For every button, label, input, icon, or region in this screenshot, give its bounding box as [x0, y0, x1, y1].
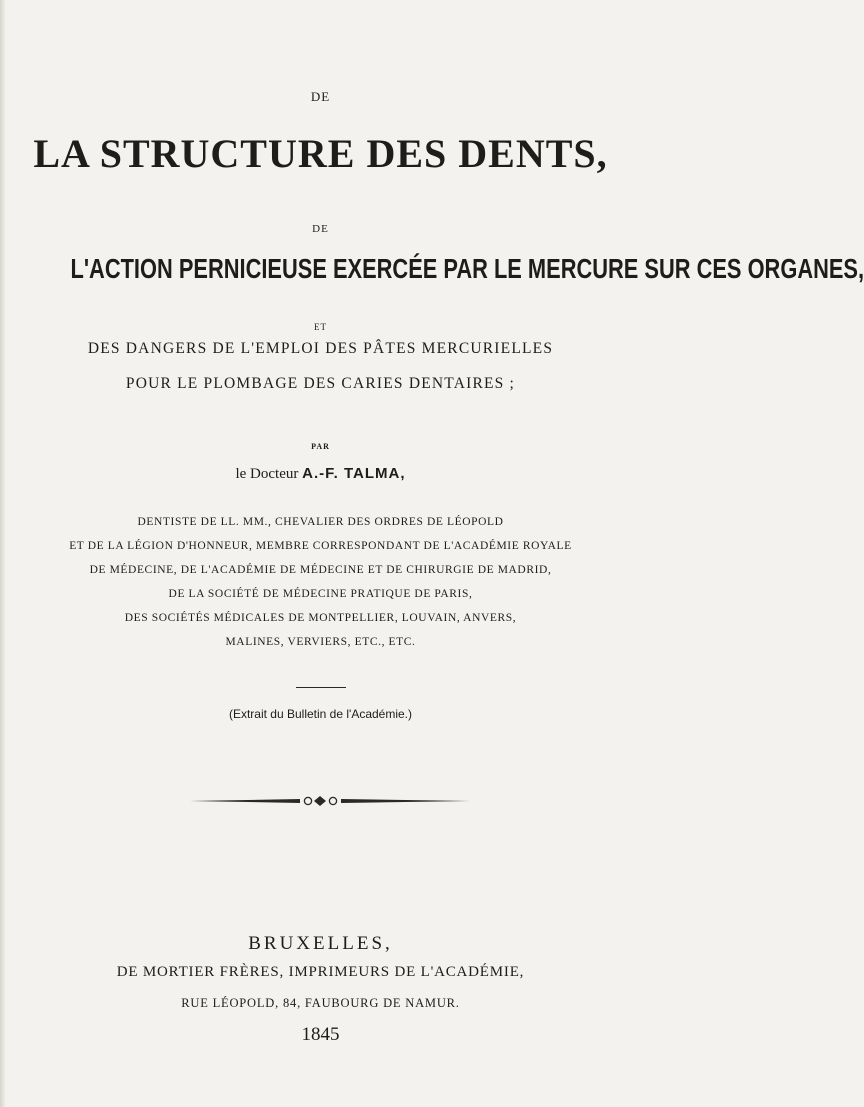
subtitle-action: L'ACTION PERNICIEUSE EXERCÉE PAR LE MERCURE SUR CES ORGANES,: [70, 253, 864, 284]
by-label: PAR: [311, 442, 330, 451]
title-prefix: DE: [310, 89, 331, 104]
credentials-line-5: DES SOCIÉTÉS MÉDICALES DE MONTPELLIER, LOUVAIN, ANVERS,: [124, 612, 517, 624]
author-line: [0, 465, 641, 483]
ornament-left-ring: [304, 797, 311, 804]
ornament-right-taper: [341, 799, 470, 803]
connector-et: ET: [314, 322, 327, 332]
imprint-address: RUE LÉOPOLD, 84, FAUBOURG DE NAMUR.: [181, 996, 460, 1010]
connector-de: DE: [312, 223, 329, 235]
ornament-left-taper: [190, 799, 300, 803]
credentials-line-3: DE MÉDECINE, DE L'ACADÉMIE DE MÉDECINE ET DE CHIRURGIE DE MADRID,: [89, 564, 552, 576]
credentials-line-2: ET DE LA LÉGION D'HONNEUR, MEMBRE CORRESPONDANT DE L'ACADÉMIE ROYALE: [69, 540, 572, 552]
credentials-line-6: MALINES, VERVIERS, ETC., ETC.: [225, 636, 416, 648]
credentials-line-4: DE LA SOCIÉTÉ DE MÉDECINE PRATIQUE DE PARIS,: [168, 588, 473, 600]
ornament-right-ring: [329, 797, 336, 804]
subtitle-dangers-line2: POUR LE PLOMBAGE DES CARIES DENTAIRES ;: [125, 375, 516, 392]
imprint-printer: DE MORTIER FRÈRES, IMPRIMEURS DE L'ACADÉMIE,: [116, 964, 525, 980]
main-title: LA STRUCTURE DES DENTS,: [33, 131, 608, 176]
ornamental-rule: [0, 794, 641, 808]
ornament-center-diamond: [314, 796, 326, 806]
short-divider: [296, 687, 346, 688]
credentials-line-1: DENTISTE DE LL. MM., CHEVALIER DES ORDRES DE LÉOPOLD: [137, 516, 504, 528]
author-prefix: le Docteur: [235, 466, 299, 482]
imprint-year: 1845: [301, 1024, 340, 1045]
subtitle-dangers-line1: DES DANGERS DE L'EMPLOI DES PÂTES MERCURIELLES: [87, 340, 554, 357]
imprint-city: BRUXELLES,: [248, 933, 393, 954]
extract-note: (Extrait du Bulletin de l'Académie.): [228, 707, 413, 721]
author-name: A.-F. TALMA,: [302, 465, 406, 482]
